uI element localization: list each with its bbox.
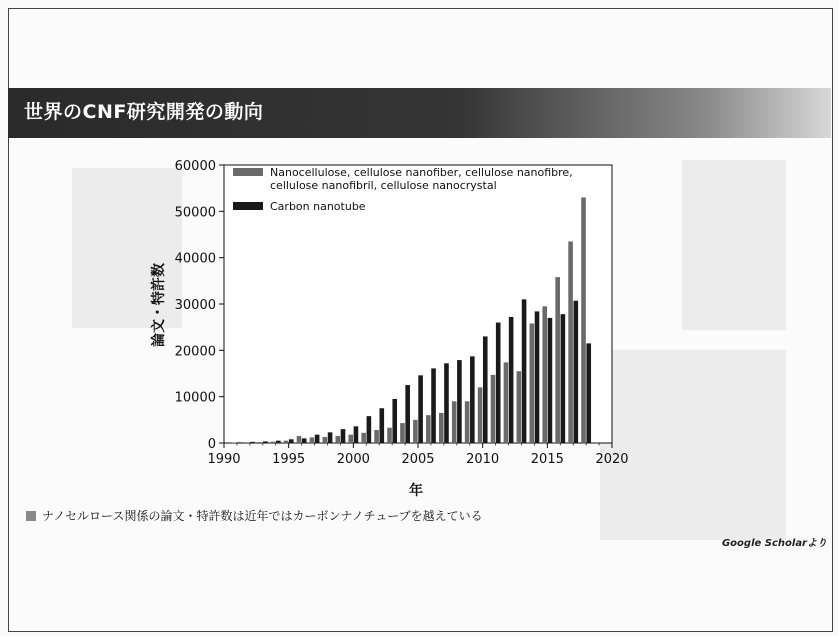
bar-nanocellulose-2006 — [426, 415, 431, 443]
bar-nanocellulose-1993 — [258, 442, 263, 443]
bar-carbon-nanotube-1996 — [302, 438, 307, 443]
bar-nanocellulose-1997 — [310, 437, 315, 443]
bar-nanocellulose-2012 — [504, 362, 509, 443]
bar-carbon-nanotube-2009 — [470, 356, 475, 443]
x-tick-label: 2015 — [530, 452, 564, 467]
bar-carbon-nanotube-2011 — [496, 323, 501, 443]
bar-nanocellulose-2015 — [542, 306, 547, 443]
bar-carbon-nanotube-2002 — [380, 408, 385, 443]
bar-nanocellulose-1996 — [297, 436, 302, 443]
bar-carbon-nanotube-2017 — [574, 301, 579, 443]
y-tick-label: 40000 — [174, 251, 216, 267]
bar-carbon-nanotube-1992 — [250, 442, 255, 443]
bar-carbon-nanotube-1999 — [341, 429, 346, 443]
bar-carbon-nanotube-1997 — [315, 435, 320, 443]
x-tick-label: 1995 — [272, 452, 306, 467]
x-tick-label: 2005 — [401, 452, 435, 467]
bar-carbon-nanotube-1994 — [276, 441, 281, 443]
bar-carbon-nanotube-2001 — [367, 416, 372, 443]
bar-carbon-nanotube-2015 — [548, 318, 553, 443]
bar-carbon-nanotube-2005 — [418, 375, 423, 443]
y-tick-label: 60000 — [174, 159, 216, 174]
bar-nanocellulose-1998 — [323, 437, 328, 443]
bar-nanocellulose-2018 — [581, 197, 586, 443]
bar-nanocellulose-2003 — [387, 428, 392, 443]
bar-carbon-nanotube-2003 — [392, 399, 397, 443]
bar-nanocellulose-2008 — [452, 401, 457, 443]
legend-label: Nanocellulose, cellulose nanofiber, cellulose nanofibre, — [270, 166, 573, 179]
bar-carbon-nanotube-2013 — [522, 299, 527, 443]
bar-nanocellulose-2009 — [465, 401, 470, 443]
bar-carbon-nanotube-2010 — [483, 336, 488, 443]
bar-nanocellulose-2010 — [478, 387, 483, 443]
bar-carbon-nanotube-2012 — [509, 317, 514, 443]
y-tick-label: 30000 — [174, 298, 216, 313]
bar-nanocellulose-1995 — [284, 441, 289, 443]
y-tick-label: 0 — [207, 437, 216, 452]
bar-nanocellulose-2014 — [530, 323, 535, 443]
bar-nanocellulose-1992 — [245, 442, 250, 443]
x-tick-label: 2020 — [595, 452, 629, 467]
bar-nanocellulose-2001 — [361, 433, 366, 443]
bar-nanocellulose-1999 — [336, 436, 341, 443]
bar-carbon-nanotube-1991 — [237, 442, 242, 443]
bar-nanocellulose-2000 — [348, 435, 353, 443]
x-axis-label: 年 — [409, 483, 423, 499]
bar-carbon-nanotube-2007 — [444, 363, 449, 443]
bar-carbon-nanotube-2018 — [586, 343, 591, 443]
bar-nanocellulose-2013 — [517, 371, 522, 443]
bar-nanocellulose-2016 — [555, 277, 560, 443]
legend-label: Carbon nanotube — [270, 200, 366, 213]
bar-nanocellulose-2011 — [491, 375, 496, 443]
bar-nanocellulose-2007 — [439, 413, 444, 443]
x-tick-label: 2000 — [336, 452, 370, 467]
bar-carbon-nanotube-2004 — [405, 385, 410, 443]
square-bullet-icon — [26, 511, 36, 521]
source-credit: Google Scholarより — [721, 538, 827, 549]
y-tick-label: 10000 — [174, 390, 216, 406]
bar-nanocellulose-2017 — [568, 241, 573, 443]
bar-carbon-nanotube-1993 — [263, 441, 268, 443]
y-tick-label: 20000 — [174, 344, 216, 360]
y-axis-label: 論文・特許数 — [151, 263, 167, 347]
summary-note-text: ナノセルロース関係の論文・特許数は近年ではカーボンナノチューブを越えている — [42, 509, 483, 523]
bar-carbon-nanotube-2014 — [535, 311, 540, 443]
bar-carbon-nanotube-1995 — [289, 439, 294, 443]
legend-swatch — [233, 168, 263, 176]
bar-carbon-nanotube-2016 — [561, 314, 566, 443]
bar-carbon-nanotube-2008 — [457, 360, 462, 443]
bar-carbon-nanotube-1998 — [328, 432, 333, 443]
bar-carbon-nanotube-2006 — [431, 368, 436, 443]
legend-label: cellulose nanofibril, cellulose nanocrystal — [270, 179, 497, 192]
bar-nanocellulose-1994 — [271, 442, 276, 443]
legend-swatch — [233, 202, 263, 210]
slide-title: 世界のCNF研究開発の動向 — [24, 101, 264, 123]
bar-carbon-nanotube-2000 — [354, 426, 359, 443]
bar-nanocellulose-2002 — [374, 430, 379, 443]
y-tick-label: 50000 — [174, 205, 216, 221]
bar-nanocellulose-2004 — [400, 423, 405, 443]
summary-note — [26, 507, 483, 524]
x-tick-label: 2010 — [466, 452, 500, 467]
bar-nanocellulose-2005 — [413, 420, 418, 443]
x-tick-label: 1990 — [207, 452, 241, 467]
